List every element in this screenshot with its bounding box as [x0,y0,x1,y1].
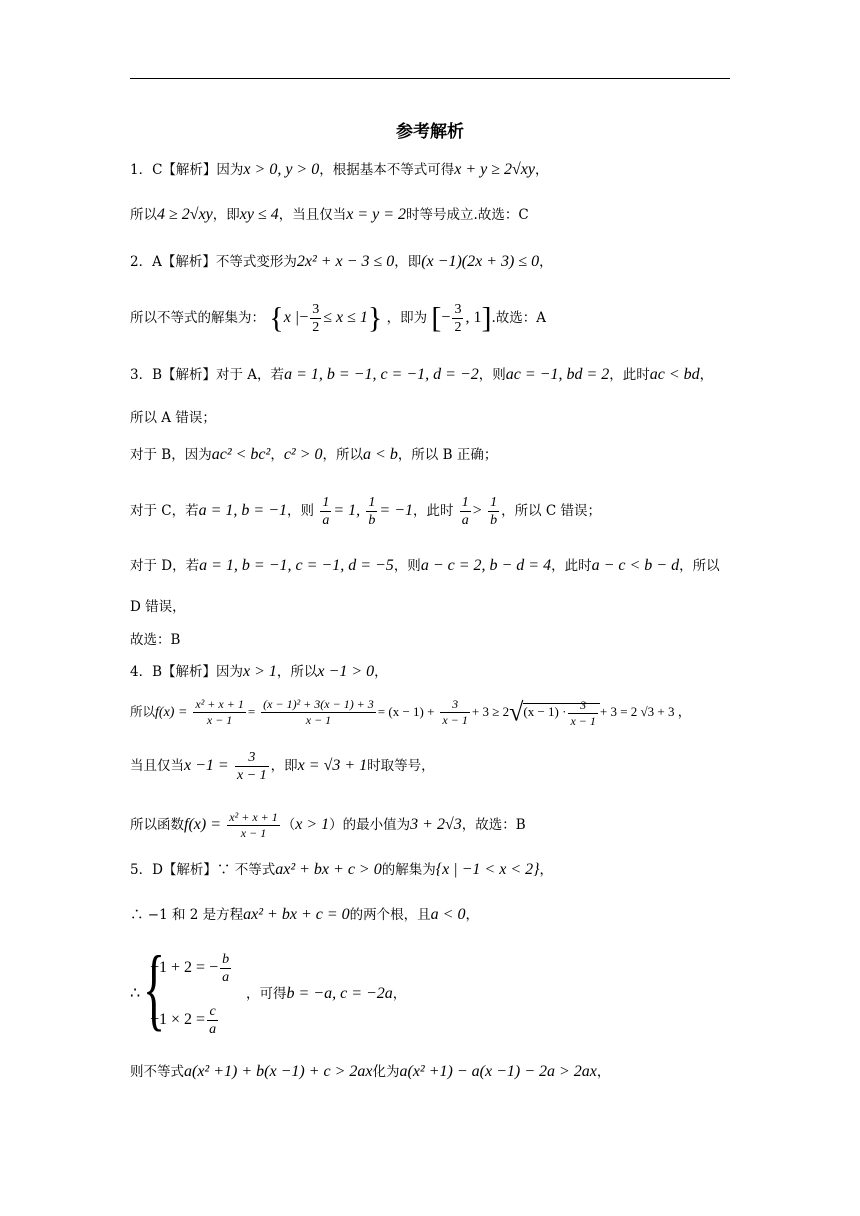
math: xy ≤ 4 [239,206,279,223]
math: ≤ x ≤ 1 [323,309,368,326]
math: x | [283,309,300,326]
system-eq-2 [150,1002,220,1038]
denominator: 2 [454,320,462,335]
text: ，根据基本不等式可得 [319,162,455,178]
math: a(x² +1) + b(x −1) + c > 2ax [184,1063,373,1080]
numerator: 3 [312,302,320,317]
fraction [227,810,279,841]
numerator: 3 [440,697,469,713]
text: 故选：B [130,632,181,648]
fraction [235,749,269,784]
math: a < 0 [430,906,466,923]
fraction [207,1003,218,1038]
text: ， [392,986,407,1002]
brace-open: { [269,301,284,335]
item-2-line-1 [130,252,553,272]
math: + 3 ≥ 2 [471,704,510,719]
math: + 3 = 2 √3 + 3 ， [599,704,691,719]
text: ，则 [478,367,506,383]
numerator: 1 [368,495,376,510]
fraction [440,697,469,728]
denominator: a [222,970,230,985]
item-2-line-2 [130,300,546,337]
denominator: b [368,513,376,528]
item-3-line-7 [130,630,180,650]
math: ac < bd [649,366,700,383]
fraction [220,951,231,986]
fraction [452,301,463,336]
text: 所以不等式的解集为： [130,310,265,326]
text: ， [539,862,554,878]
numerator: 1 [461,495,469,510]
math: a = 1, b = −1, c = −1, d = −2 [284,366,479,383]
math: x = √3 + 1 [297,757,368,774]
item-3-line-5 [130,556,720,576]
math: a = 1, b = −1 [198,502,288,519]
fraction [310,301,321,336]
text: 所以 [130,704,156,719]
system-brace: { [143,937,166,1039]
math: c² > 0 [283,446,323,463]
math: x + y ≥ 2√xy [454,161,535,178]
denominator: b [490,513,498,528]
page-title: 参考解析 [396,122,464,142]
denominator: x − 1 [206,713,233,727]
math: − [441,309,451,326]
text: ，所以 [322,447,364,463]
text: 对于 B，因为 [130,447,212,463]
math: f(x) = [184,816,221,833]
sqrt-radicand [523,697,600,728]
text: ∴ −1 和 2 是方程 [130,907,244,923]
denominator: a [209,1022,217,1037]
numerator: 1 [322,495,330,510]
item-4-line-1 [130,662,388,682]
numerator: 1 [490,495,498,510]
system-eq-1 [150,950,233,986]
denominator: x − 1 [305,713,332,727]
math: (x − 1) · [523,704,567,719]
text: ， [270,447,284,463]
math: x −1 = [184,757,229,774]
text: ，即为 [386,310,428,326]
denominator: 2 [312,320,320,335]
text: ，当且仅当 [278,207,347,223]
text: D 错误， [130,599,186,615]
item-3-line-3 [130,445,497,465]
item-1-line-1 [130,160,548,180]
text: 5．D【解析】∵ 不等式 [130,862,276,878]
item-3-line-6 [130,597,186,617]
text: ， [534,162,549,178]
text: 化为 [372,1064,400,1080]
numerator: b [222,952,230,967]
text: ，即 [212,207,240,223]
math: x −1 > 0 [317,663,375,680]
denominator: x − 1 [442,713,468,727]
text: ，可得 [246,986,287,1002]
text: ）的最小值为 [329,817,411,833]
math: a(x² +1) − a(x −1) − 2a > 2ax [399,1063,597,1080]
denominator: x − 1 [237,768,267,783]
text: 当且仅当 [130,758,184,774]
math: a − c = 2, b − d = 4 [420,557,552,574]
math: a < b [363,446,398,463]
item-5-line-1 [130,860,553,880]
math: ac = −1, bd = 2 [505,366,610,383]
fraction [488,494,499,529]
fraction [320,494,331,529]
numerator: (x − 1)² + 3(x − 1) + 3 [263,697,374,711]
item-5-line-4 [130,1062,610,1082]
numerator: x² + x + 1 [229,810,278,824]
math: ax² + bx + c = 0 [243,906,350,923]
text: 所以 A 错误； [130,410,216,426]
text: （ [281,817,296,833]
bracket-close: ] [481,301,492,335]
text: ，所以 C 错误； [501,503,602,519]
math: (x −1)(2x + 3) ≤ 0 [421,253,540,270]
text: ，所以 [276,664,318,680]
text: 的解集为 [381,862,436,878]
text: .故选：A [491,310,546,326]
text: 时取等号， [367,758,435,774]
item-4-line-2 [130,694,691,731]
fraction [193,697,245,728]
fraction [460,494,471,529]
math: x > 1 [243,663,277,680]
fraction [568,698,597,729]
text: 4．B【解析】因为 [130,664,244,680]
text: ， [539,254,553,270]
item-5-line-2 [130,905,479,925]
math: = 1, [333,502,361,519]
math: −1 × 2 = [150,1011,206,1028]
text: ，即 [394,254,422,270]
denominator: x − 1 [570,713,596,728]
text: 1．C【解析】因为 [130,162,244,178]
text: 所以函数 [130,817,184,833]
item-3-line-1 [130,365,713,385]
math: x = y = 2 [346,206,407,223]
math: 3 + 2√3 [410,816,462,833]
math: ax² + bx + c > 0 [275,861,382,878]
text: 3．B【解析】对于 A，若 [130,367,285,383]
math: {x | −1 < x < 2} [435,861,540,878]
numerator: 3 [568,698,597,714]
text: 对于 D，若 [130,558,200,574]
text: ， [596,1064,611,1080]
text: ，所以 [679,558,720,574]
system-result [246,984,406,1004]
math: f(x) = [155,705,188,720]
math: > [472,502,482,519]
text: ，故选：B [461,817,526,833]
text: ， [465,907,479,923]
numerator: 3 [235,749,269,767]
item-4-line-3 [130,748,435,784]
item-4-line-4 [130,807,526,843]
math: ∴ [130,985,141,1002]
text: ， [699,367,714,383]
text: ，所以 B 正确； [397,447,498,463]
numerator: c [207,1003,218,1021]
math: b = −a, c = −2a [286,985,393,1002]
fraction [261,697,376,728]
text: ， [374,664,388,680]
fraction [366,494,377,529]
math: x > 0, y > 0 [243,161,320,178]
math: a − c < b − d [591,557,680,574]
item-1-line-2 [130,205,529,225]
text: 对于 C，若 [130,503,199,519]
text: 2．A【解析】不等式变形为 [130,254,297,270]
math: = −1 [379,502,413,519]
math: , 1 [465,309,482,326]
math: x > 1 [295,816,330,833]
text: ，则 [287,503,315,519]
text: ，此时 [551,558,592,574]
text: ，此时 [413,503,454,519]
denominator: a [461,513,469,528]
numerator: 3 [454,302,462,317]
text: 则不等式 [130,1064,184,1080]
numerator: x² + x + 1 [195,697,244,711]
math: = [247,704,256,719]
item-3-line-2 [130,408,216,428]
top-rule [130,78,730,79]
text: ，此时 [609,367,650,383]
math: 2x² + x − 3 ≤ 0 [296,253,395,270]
math: −1 + 2 = − [150,959,219,976]
math: 4 ≥ 2√xy [157,206,213,223]
brace-close: } [367,301,383,335]
item-3-line-4 [130,493,601,529]
math: a = 1, b = −1, c = −1, d = −5 [199,557,394,574]
text: 的两个根，且 [349,907,431,923]
therefore-symbol [130,984,140,1004]
text: ，即 [270,758,298,774]
math: ac² < bc² [211,446,271,463]
text: 时等号成立.故选：C [406,207,529,223]
bracket-open: [ [431,301,442,335]
math: = (x − 1) + [377,704,435,719]
text: ，则 [393,558,421,574]
text: 所以 [130,207,157,223]
denominator: x − 1 [240,826,267,840]
math: − [299,309,309,326]
sqrt-sign: √ [509,697,524,727]
denominator: a [322,513,330,528]
